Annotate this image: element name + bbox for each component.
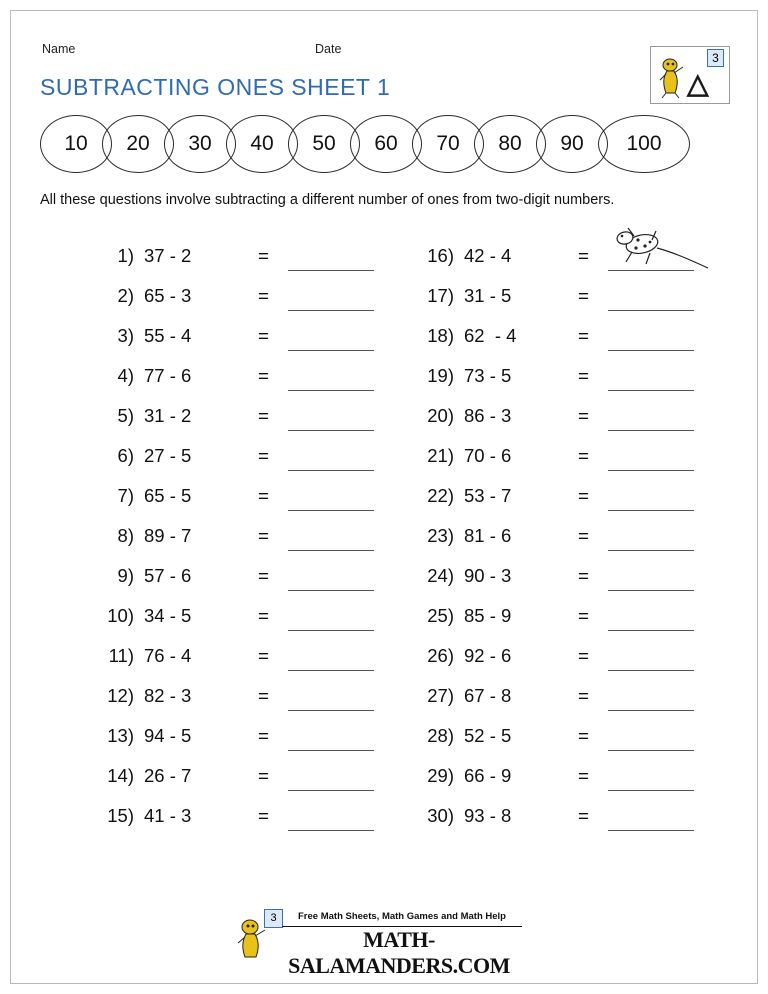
- footer-tagline: Free Math Sheets, Math Games and Math Help: [298, 911, 506, 922]
- question-row: [418, 679, 718, 719]
- answer-blank[interactable]: [608, 710, 694, 711]
- equals-sign: =: [258, 365, 269, 387]
- question-expression: 34 - 5: [144, 605, 192, 627]
- question-row: [418, 319, 718, 359]
- answer-blank[interactable]: [608, 630, 694, 631]
- question-number: 21): [427, 445, 454, 467]
- question-expression: 81 - 6: [464, 525, 512, 547]
- question-number: 24): [427, 565, 454, 587]
- question-number: 17): [427, 285, 454, 307]
- answer-blank[interactable]: [288, 270, 374, 271]
- answer-blank[interactable]: [608, 510, 694, 511]
- question-number: 19): [427, 365, 454, 387]
- answer-blank[interactable]: [608, 470, 694, 471]
- equals-sign: =: [578, 725, 589, 747]
- answer-blank[interactable]: [608, 790, 694, 791]
- equals-sign: =: [578, 685, 589, 707]
- question-row: [98, 799, 398, 839]
- question-row: [418, 239, 718, 279]
- answer-blank[interactable]: [288, 350, 374, 351]
- question-number: 26): [427, 645, 454, 667]
- question-row: [98, 359, 398, 399]
- chain-oval: 50: [288, 115, 360, 173]
- answer-blank[interactable]: [288, 790, 374, 791]
- chain-oval: 20: [102, 115, 174, 173]
- question-number: 6): [117, 445, 134, 467]
- equals-sign: =: [578, 605, 589, 627]
- answer-blank[interactable]: [608, 310, 694, 311]
- question-number: 28): [427, 725, 454, 747]
- question-expression: 94 - 5: [144, 725, 192, 747]
- equals-sign: =: [578, 445, 589, 467]
- salamander-logo-icon: [657, 53, 687, 99]
- answer-blank[interactable]: [608, 830, 694, 831]
- questions-column-right: [418, 239, 718, 839]
- equals-sign: =: [258, 405, 269, 427]
- question-expression: 82 - 3: [144, 685, 192, 707]
- question-expression: 92 - 6: [464, 645, 512, 667]
- answer-blank[interactable]: [608, 390, 694, 391]
- question-number: 30): [427, 805, 454, 827]
- question-expression: 65 - 5: [144, 485, 192, 507]
- equals-sign: =: [258, 565, 269, 587]
- answer-blank[interactable]: [608, 670, 694, 671]
- question-number: 14): [107, 765, 134, 787]
- question-number: 20): [427, 405, 454, 427]
- question-expression: 31 - 5: [464, 285, 512, 307]
- answer-blank[interactable]: [288, 830, 374, 831]
- number-chain: [40, 115, 688, 177]
- question-number: 11): [108, 645, 134, 667]
- equals-sign: =: [578, 405, 589, 427]
- question-expression: 89 - 7: [144, 525, 192, 547]
- question-row: [98, 239, 398, 279]
- equals-sign: =: [578, 645, 589, 667]
- equals-sign: =: [258, 285, 269, 307]
- date-label: Date: [315, 42, 342, 56]
- question-expression: 70 - 6: [464, 445, 512, 467]
- equals-sign: =: [578, 805, 589, 827]
- chain-oval: 60: [350, 115, 422, 173]
- answer-blank[interactable]: [608, 350, 694, 351]
- answer-blank[interactable]: [608, 430, 694, 431]
- equals-sign: =: [258, 765, 269, 787]
- chain-oval: 70: [412, 115, 484, 173]
- equals-sign: =: [258, 325, 269, 347]
- answer-blank[interactable]: [608, 270, 694, 271]
- equals-sign: =: [578, 525, 589, 547]
- question-number: 2): [117, 285, 134, 307]
- question-expression: 27 - 5: [144, 445, 192, 467]
- question-expression: 73 - 5: [464, 365, 512, 387]
- name-label: Name: [42, 42, 76, 56]
- question-row: [98, 559, 398, 599]
- question-expression: 26 - 7: [144, 765, 192, 787]
- answer-blank[interactable]: [288, 430, 374, 431]
- question-number: 1): [117, 245, 134, 267]
- question-row: [98, 479, 398, 519]
- question-row: [418, 799, 718, 839]
- footer-badge-number: 3: [264, 909, 283, 928]
- grade-badge: [650, 46, 730, 104]
- question-row: [418, 639, 718, 679]
- answer-blank[interactable]: [288, 390, 374, 391]
- answer-blank[interactable]: [288, 310, 374, 311]
- page-title: SUBTRACTING ONES SHEET 1: [40, 74, 391, 100]
- question-expression: 93 - 8: [464, 805, 512, 827]
- question-row: [418, 519, 718, 559]
- question-number: 5): [117, 405, 134, 427]
- question-number: 16): [427, 245, 454, 267]
- answer-blank[interactable]: [288, 750, 374, 751]
- question-number: 29): [427, 765, 454, 787]
- question-row: [418, 399, 718, 439]
- salamander-m-logo: △: [687, 69, 709, 100]
- equals-sign: =: [258, 445, 269, 467]
- question-number: 3): [117, 325, 134, 347]
- equals-sign: =: [258, 685, 269, 707]
- question-row: [98, 599, 398, 639]
- chain-oval: 90: [536, 115, 608, 173]
- equals-sign: =: [258, 525, 269, 547]
- answer-blank[interactable]: [288, 510, 374, 511]
- question-expression: 90 - 3: [464, 565, 512, 587]
- question-row: [98, 719, 398, 759]
- chain-oval: 100: [598, 115, 690, 173]
- question-expression: 52 - 5: [464, 725, 512, 747]
- question-number: 15): [107, 805, 134, 827]
- question-row: [418, 559, 718, 599]
- question-expression: 31 - 2: [144, 405, 192, 427]
- equals-sign: =: [258, 245, 269, 267]
- question-number: 25): [427, 605, 454, 627]
- chain-oval: 40: [226, 115, 298, 173]
- question-number: 9): [117, 565, 134, 587]
- answer-blank[interactable]: [288, 630, 374, 631]
- question-row: [98, 319, 398, 359]
- equals-sign: =: [578, 245, 589, 267]
- equals-sign: =: [578, 485, 589, 507]
- question-number: 4): [117, 365, 134, 387]
- question-number: 22): [427, 485, 454, 507]
- question-row: [418, 439, 718, 479]
- answer-blank[interactable]: [608, 750, 694, 751]
- question-row: [418, 759, 718, 799]
- question-row: [98, 679, 398, 719]
- question-row: [98, 439, 398, 479]
- question-number: 27): [427, 685, 454, 707]
- question-expression: 37 - 2: [144, 245, 192, 267]
- question-expression: 67 - 8: [464, 685, 512, 707]
- question-row: [98, 279, 398, 319]
- answer-blank[interactable]: [288, 710, 374, 711]
- question-expression: 57 - 6: [144, 565, 192, 587]
- equals-sign: =: [258, 605, 269, 627]
- chain-oval: 10: [40, 115, 112, 173]
- question-expression: 41 - 3: [144, 805, 192, 827]
- question-row: [98, 639, 398, 679]
- question-expression: 53 - 7: [464, 485, 512, 507]
- question-number: 23): [427, 525, 454, 547]
- equals-sign: =: [578, 285, 589, 307]
- questions-column-left: [98, 239, 398, 839]
- question-expression: 86 - 3: [464, 405, 512, 427]
- question-number: 12): [107, 685, 134, 707]
- question-expression: 66 - 9: [464, 765, 512, 787]
- equals-sign: =: [578, 765, 589, 787]
- question-row: [98, 399, 398, 439]
- question-row: [98, 759, 398, 799]
- question-number: 8): [117, 525, 134, 547]
- question-row: [418, 599, 718, 639]
- equals-sign: =: [258, 725, 269, 747]
- equals-sign: =: [578, 325, 589, 347]
- question-expression: 42 - 4: [464, 245, 512, 267]
- question-row: [418, 479, 718, 519]
- question-number: 7): [117, 485, 134, 507]
- question-row: [98, 519, 398, 559]
- question-row: [418, 359, 718, 399]
- answer-blank[interactable]: [288, 670, 374, 671]
- worksheet-content: [40, 30, 730, 827]
- answer-blank[interactable]: [608, 550, 694, 551]
- question-expression: 55 - 4: [144, 325, 192, 347]
- question-number: 10): [107, 605, 134, 627]
- question-row: [418, 719, 718, 759]
- question-number: 18): [427, 325, 454, 347]
- answer-blank[interactable]: [608, 590, 694, 591]
- chain-oval: 80: [474, 115, 546, 173]
- equals-sign: =: [578, 365, 589, 387]
- equals-sign: =: [258, 805, 269, 827]
- question-number: 13): [107, 725, 134, 747]
- footer-site-name: MATH-SALAMANDERS.COM: [288, 927, 510, 978]
- worksheet-footer: [0, 909, 768, 978]
- question-expression: 65 - 3: [144, 285, 192, 307]
- equals-sign: =: [258, 645, 269, 667]
- answer-blank[interactable]: [288, 550, 374, 551]
- grade-badge-number: 3: [707, 49, 724, 67]
- question-expression: 85 - 9: [464, 605, 512, 627]
- answer-blank[interactable]: [288, 590, 374, 591]
- equals-sign: =: [578, 565, 589, 587]
- chain-oval: 30: [164, 115, 236, 173]
- question-row: [418, 279, 718, 319]
- instructions-text: All these questions involve subtracting a different number of ones from two-digit numbers.: [40, 192, 615, 208]
- answer-blank[interactable]: [288, 470, 374, 471]
- question-expression: 62 - 4: [464, 325, 517, 347]
- equals-sign: =: [258, 485, 269, 507]
- question-expression: 77 - 6: [144, 365, 192, 387]
- question-expression: 76 - 4: [144, 645, 192, 667]
